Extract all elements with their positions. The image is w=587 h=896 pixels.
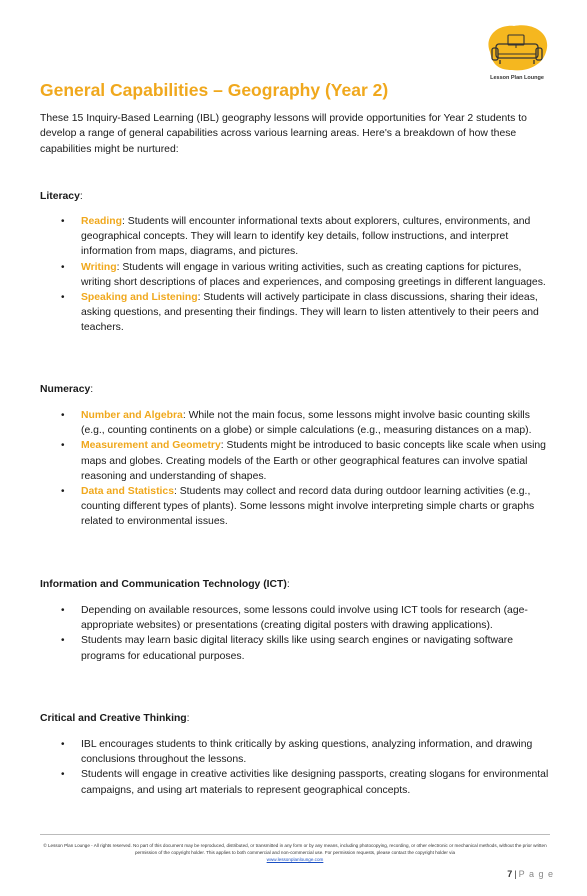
list-item: • Students may learn basic digital literacy skills like using search engines or navigating software programs for educational purposes. [61,635,514,662]
list-item: • Speaking and Listening: Students will actively participate in class discussions, sharing their ideas, asking questions, and presenting their findings. They will learn to listen attentively to their peers and teachers. [61,292,539,334]
term-writing: Writing [81,261,117,273]
ict-list [40,603,550,664]
section-heading-critical-thinking: Critical and Creative Thinking: [40,713,190,724]
list-item: • Measurement and Geometry: Students might be introduced to basic concepts like scale when using maps and globes. Creating models of the Earth or other geographical features can involve spatial reasoning and understanding of shapes. [61,440,546,482]
footer-divider [40,834,550,835]
term-reading: Reading [81,216,122,227]
intro-paragraph: These 15 Inquiry-Based Learning (IBL) geography lessons will provide opportunities for Year 2 students to develop a range of general capabilities across various learning areas. Here's a breakdown of how these capabilities might be nurtured: [40,113,527,155]
list-item: • Data and Statistics: Students may collect and record data during outdoor learning activities (e.g., counting different types of plants). Some lessons might involve interpreting simple charts or graphs related to environmental issues. [61,486,535,528]
literacy-list [40,214,550,336]
list-item: • IBL encourages students to think critically by asking questions, analyzing information, and drawing conclusions throughout the lessons. [61,739,533,766]
website-link[interactable]: www.lessonplanlounge.com [266,857,324,862]
term-speaking-listening: Speaking and Listening [81,292,198,304]
list-item: • Depending on available resources, some lessons could involve using ICT tools for research (age-appropriate websites) or presentations (creating digital posters with drawing applications). [61,605,528,632]
list-item: • Number and Algebra: While not the main focus, some lessons might involve basic counting skills (e.g., counting continents on a globe) or simple calculations (e.g., measuring distances on a map). [61,410,532,437]
page-number: 7 | P a g e [507,869,554,879]
logo-text: Lesson Plan Lounge [490,75,544,81]
bullet-icon: • [61,605,65,616]
critical-thinking-list [40,737,550,798]
bullet-icon: • [61,440,65,452]
term-measurement-geometry: Measurement and Geometry [81,440,221,452]
bullet-icon: • [61,739,65,750]
bullet-icon: • [61,261,65,273]
list-item: • Students will engage in creative activities like designing passports, creating slogans for environmental campaigns, and using art materials to represent geographical concepts. [61,769,549,796]
term-data-statistics: Data and Statistics [81,486,174,498]
lesson-plan-lounge-logo [482,22,552,88]
section-heading-numeracy: Numeracy: [40,384,94,395]
bullet-icon: • [61,410,65,421]
bullet-icon: • [61,769,65,781]
bullet-icon: • [61,292,65,304]
numeracy-list [40,408,550,530]
section-heading-literacy: Literacy: [40,191,83,202]
bullet-icon: • [61,486,65,498]
list-item: • Reading: Students will encounter informational texts about explorers, cultures, environments, and geographical concepts. They will learn to identify key details, follow instructions, and interpret information from maps, diagrams, and pictures. [61,216,531,258]
term-number-algebra: Number and Algebra [81,410,183,421]
sofa-logo-icon [482,22,552,74]
bullet-icon: • [61,635,65,647]
page-title: General Capabilities – Geography (Year 2) [40,80,389,100]
section-heading-ict: Information and Communication Technology (ICT): [40,579,290,590]
list-item: • Writing: Students will engage in various writing activities, such as creating captions for pictures, writing short descriptions of places and experiences, and composing greetings in different languages. [61,261,546,288]
copyright-notice: © Lesson Plan Lounge - All rights reserved. No part of this document may be reproduced, distributed, or transmitted in any form or by any means, including photocopying, recording, or other electronic or mechanical methods, without the prior written permission of the copyright holder. This applies to both commercial and non-commercial use. For permission requests, please contact the copyright holder via www.lessonplanlounge.com [43,843,547,862]
bullet-icon: • [61,216,65,227]
